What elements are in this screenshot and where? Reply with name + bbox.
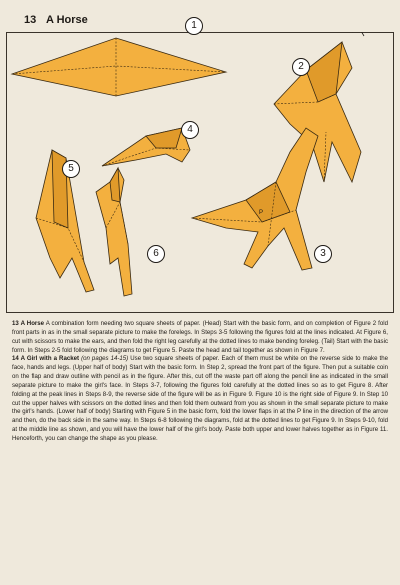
section-14-body: Use two square sheets of paper. Each of them must be white on the reverse side to make the face, hands and legs. (Upper half of body) Start with the basic form. In Step 2, spread the front part of the figure. Then put a suitable coin on the flap and draw outline with pencil as in the figure. After this, cut off the waste part off along the pencil line as indicated in the small separate picture to make the girl's face. In Steps 3-7, following the figures fold carefully at the dotted lines so as to get Figure 8. After folding at the peak lines in Steps 8-9, the reverse side of the figure will be as in Figure 9. Figure 10 is the right side of Figure 9. In Step 10 cut the upper halves with scissors on the dotted lines and then fold them outward from you as shown in the small separate picture to make the girl's hands. (Lower half of body) Starting with Figure 5 in the basic form, fold the lower flaps in at the P line in the direction of the arrow and then, do the back side in the same way. In Steps 6-8 following the diagrams, fold at the dotted lines to get Figure 9. In Steps 9-10, fold at the middle line as shown, and you will have the lower half of the girl's body. Paste both upper and lower halves together as in Figure 11. Henceforth, you can change the shape as you please. xyxy=(12,355,388,442)
section-14-heading: 14 A Girl with a Racket xyxy=(12,355,80,363)
figure-5-number: 5 xyxy=(62,160,80,178)
p-fold-label: P xyxy=(259,210,264,216)
figure-4-shape xyxy=(102,128,190,166)
figure-1-number: 1 xyxy=(185,17,203,35)
figure-6-number: 6 xyxy=(147,245,165,263)
instructions-text xyxy=(12,320,388,582)
figure-1-diamond xyxy=(12,38,226,96)
section-number: 13 xyxy=(24,14,37,26)
section-13-paragraph xyxy=(12,320,388,355)
section-title: A Horse xyxy=(46,14,88,26)
figure-2-number: 2 xyxy=(292,58,310,76)
figure-3-number: 3 xyxy=(314,245,332,263)
section-14-paragraph xyxy=(12,355,388,443)
section-13-body: A combination form needing two square sheets of paper. (Head) Start with the basic form, and on completion of Figure 2 fold front parts in as in the small separate picture to make the forelegs. In Steps 3-5 following the figures fold at the lines indicated. At Figure 6, cut with scissors to make the ears, and then fold the right leg carefully at the dotted lines to make bending foreleg. (Tail) Start with the basic form. In Steps 2-5 fold following the diagrams to get Figure 5. Paste the head and tail together as shown in Figure 7. xyxy=(12,320,388,354)
section-14-page-ref: (on pages 14-15) xyxy=(79,355,129,363)
figure-6-shape xyxy=(96,168,132,296)
figure-4-number: 4 xyxy=(181,121,199,139)
section-13-heading: 13 A Horse xyxy=(12,320,45,327)
figure-3-shape xyxy=(192,128,318,270)
inset-sketch xyxy=(352,32,364,36)
